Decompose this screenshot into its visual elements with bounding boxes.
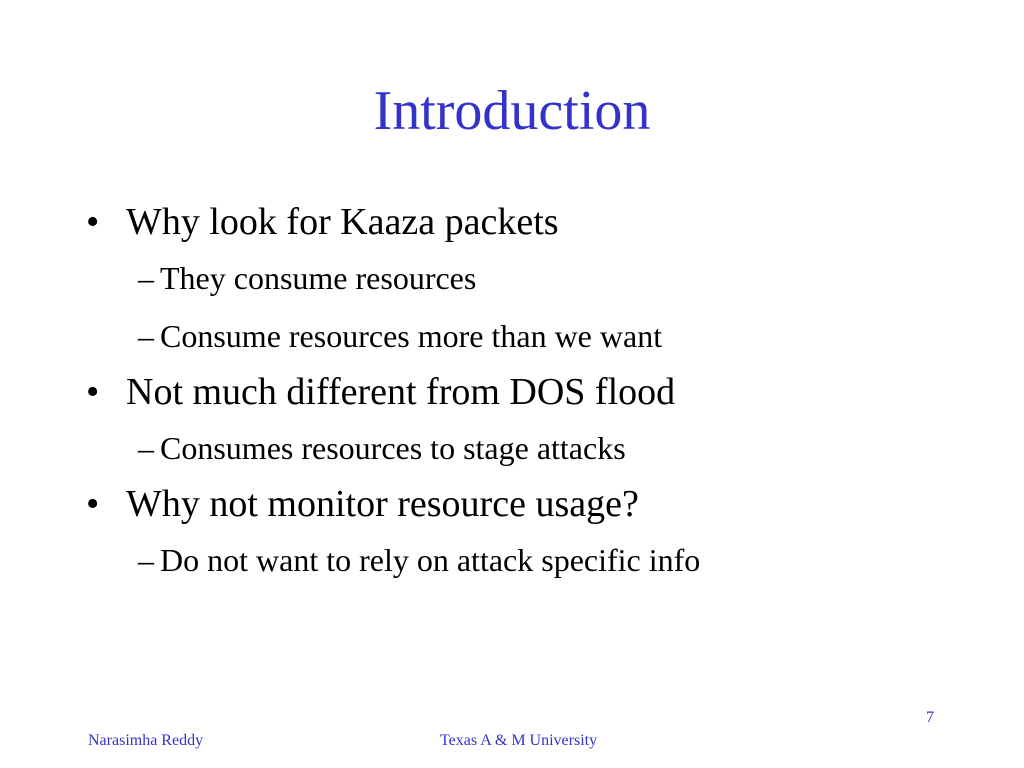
bullet-text: Not much different from DOS flood bbox=[126, 371, 676, 413]
sub-bullet-text: Do not want to rely on attack specific info bbox=[160, 542, 701, 578]
dash-marker: – bbox=[138, 260, 154, 296]
sub-bullet-item bbox=[86, 307, 986, 365]
bullet-text: Why not monitor resource usage? bbox=[126, 483, 639, 525]
bullet-marker: • bbox=[86, 371, 100, 413]
bullet-marker: • bbox=[86, 201, 100, 243]
sub-bullet-item bbox=[86, 419, 986, 477]
sub-bullet-item bbox=[86, 249, 986, 307]
sub-bullet-text: Consumes resources to stage attacks bbox=[160, 430, 626, 466]
dash-marker: – bbox=[138, 430, 154, 466]
bullet-marker: • bbox=[86, 483, 100, 525]
bullet-list bbox=[86, 195, 986, 589]
bullet-item bbox=[86, 477, 986, 531]
sub-bullet-text: Consume resources more than we want bbox=[160, 318, 663, 354]
bullet-text: Why look for Kaaza packets bbox=[126, 201, 559, 243]
dash-marker: – bbox=[138, 542, 154, 578]
footer-institution: Texas A & M University bbox=[440, 732, 598, 749]
dash-marker: – bbox=[138, 318, 154, 354]
bullet-item bbox=[86, 365, 986, 419]
sub-bullet-text: They consume resources bbox=[160, 260, 477, 296]
slide-title: Introduction bbox=[373, 80, 651, 142]
bullet-item bbox=[86, 195, 986, 249]
sub-bullet-item bbox=[86, 531, 986, 589]
footer-author: Narasimha Reddy bbox=[88, 732, 204, 749]
page-number: 7 bbox=[926, 709, 934, 726]
